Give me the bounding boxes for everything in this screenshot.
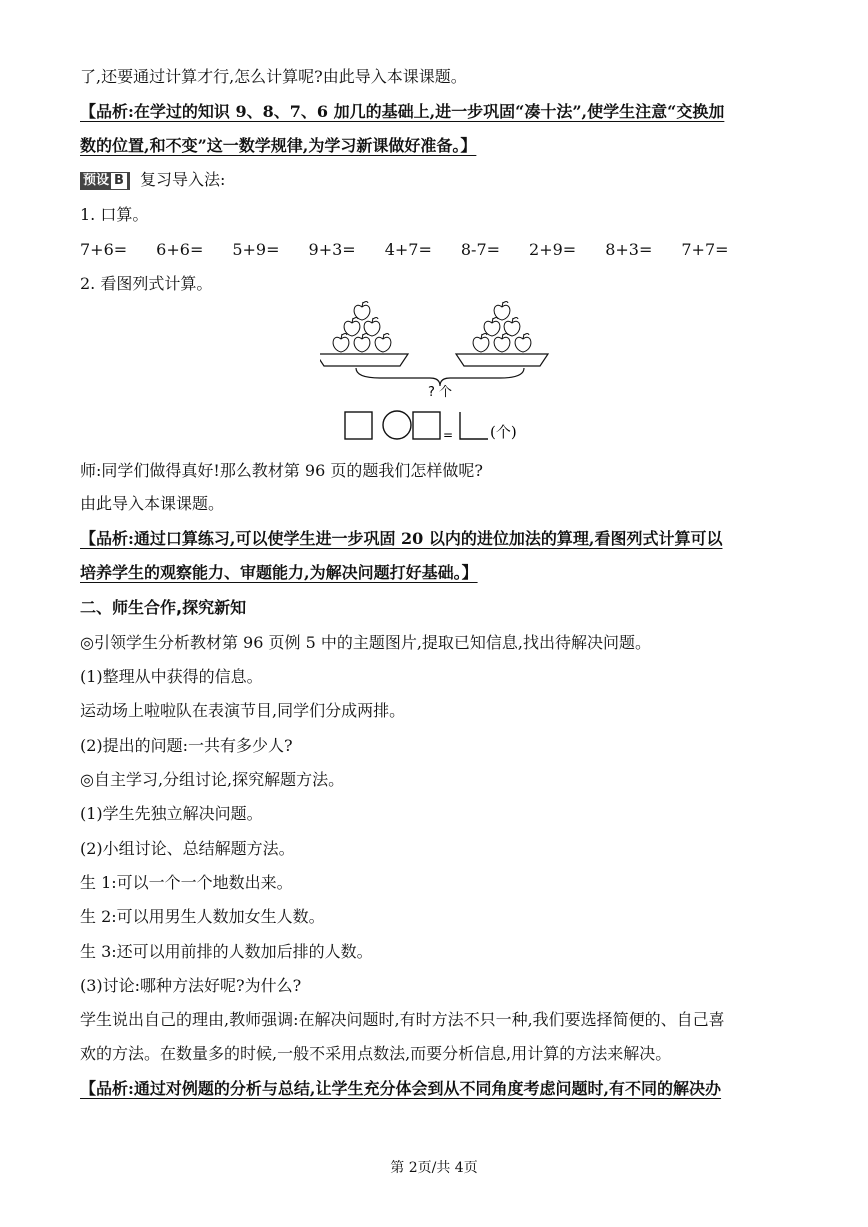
question-label: ? 个 [428,385,453,400]
answer-box-1 [345,412,372,439]
text-line: (2)小组讨论、总结解题方法。 [80,839,295,858]
text-line: (3)讨论:哪种方法好呢?为什么? [80,976,302,995]
brace [356,368,524,386]
apple-icon [375,334,391,353]
plate [320,354,408,366]
right-apple-plate [456,302,548,367]
text-line: (1)整理从中获得的信息。 [80,667,263,686]
text-line: 由此导入本课课题。 [80,494,225,513]
unit-label: (个) [490,423,517,441]
page-footer: 第 2页/共 4页 [390,1160,478,1176]
text-line: 了,还要通过计算才行,怎么计算呢?由此导入本课课题。 [80,67,467,86]
apples-figure [320,298,560,448]
analysis-note: 【品析:通过对例题的分析与总结,让学生充分体会到从不同角度考虑问题时,有不同的解决办 [80,1079,722,1098]
mental-math-row [80,240,758,260]
text-line: (1)学生先独立解决问题。 [80,804,263,823]
apple-icon [364,318,380,337]
apple-icon [333,334,349,353]
apple-icon [494,334,510,353]
expression: 9+3= [308,240,356,259]
expression: 2+9= [529,240,577,259]
operator-circle [383,411,411,439]
apple-icon [484,318,500,337]
answer-box-2 [413,412,440,439]
apple-icon [344,318,360,337]
text-line: 运动场上啦啦队在表演节目,同学们分成两排。 [80,701,406,720]
text-line: 学生说出自己的理由,教师强调:在解决问题时,有时方法不只一种,我们要选择简便的、自己喜 [80,1010,725,1029]
apple-icon [473,334,489,353]
text-line: ◎引领学生分析教材第 96 页例 5 中的主题图片,提取已知信息,找出待解决问题。 [80,633,652,652]
text-line: 生 2:可以用男生人数加女生人数。 [80,907,325,926]
analysis-note: 【品析:在学过的知识 9、8、7、6 加几的基础上,进一步巩固“凑十法”,使学生注意“交换加 [80,102,725,121]
apple-icon [494,302,510,321]
text-line: 生 3:还可以用前排的人数加后排的人数。 [80,942,373,961]
expression: 6+6= [156,240,204,259]
apple-icon [354,302,370,321]
preset-badge: 预设 B [80,172,130,190]
apple-icon [354,334,370,353]
expression: 7+7= [681,240,729,259]
item-2: 2. 看图列式计算。 [80,274,213,293]
text-line: 师:同学们做得真好!那么教材第 96 页的题我们怎样做呢? [80,461,483,480]
apple-icon [515,334,531,353]
apple-icon [504,318,520,337]
analysis-note: 培养学生的观察能力、审题能力,为解决问题打好基础。】 [80,563,478,582]
answer-box-3 [460,412,488,439]
expression: 8+3= [605,240,653,259]
analysis-note: 数的位置,和不变”这一数学规律,为学习新课做好准备。】 [80,136,477,155]
expression: 5+9= [232,240,280,259]
expression: 4+7= [384,240,432,259]
expression: 8-7= [460,240,501,259]
preset-line: 预设 B 复习导入法: [80,170,225,190]
text-line: 欢的方法。在数量多的时候,一般不采用点数法,而要分析信息,用计算的方法来解决。 [80,1044,672,1063]
section-heading: 二、师生合作,探究新知 [80,598,247,617]
left-apple-plate [320,302,408,367]
item-1: 1. 口算。 [80,205,149,224]
analysis-note: 【品析:通过口算练习,可以使学生进一步巩固 20 以内的进位加法的算理,看图列式计算可以 [80,529,723,548]
equals-sign: = [443,428,454,442]
text-line: (2)提出的问题:一共有多少人? [80,736,293,755]
plate [456,354,548,366]
text-line: ◎自主学习,分组讨论,探究解题方法。 [80,770,345,789]
expression: 7+6= [80,240,128,259]
text-line: 生 1:可以一个一个地数出来。 [80,873,293,892]
